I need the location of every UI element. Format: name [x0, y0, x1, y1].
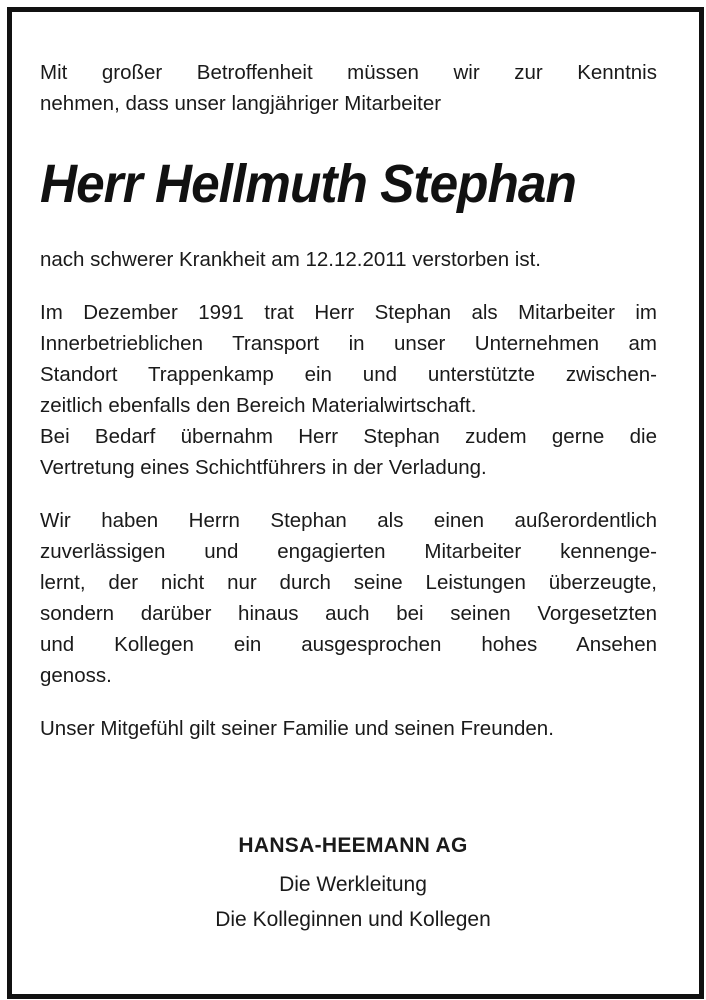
- intro-line-1: Mit großer Betroffenheit müssen wir zur Kenntnis: [40, 61, 657, 84]
- paragraph-career-line: zeitlich ebenfalls den Bereich Materialwirtschaft.: [40, 394, 477, 417]
- paragraph-career: [40, 297, 657, 483]
- deceased-name: Herr Hellmuth Stephan: [40, 154, 576, 214]
- paragraph-tribute-line: genoss.: [40, 664, 112, 687]
- death-notice: [40, 244, 657, 275]
- paragraph-career-line: Bei Bedarf übernahm Herr Stephan zudem gerne die: [40, 425, 657, 448]
- paragraph-tribute-line: zuverlässigen und engagierten Mitarbeiter kennenge-: [40, 540, 657, 563]
- paragraph-career-line: Vertretung eines Schichtführers in der Verladung.: [40, 456, 487, 479]
- paragraph-tribute-line: sondern darüber hinaus auch bei seinen Vorgesetzten: [40, 602, 657, 625]
- condolence: [40, 713, 657, 744]
- paragraph-career-line: Innerbetrieblichen Transport in unser Unternehmen am: [40, 332, 657, 355]
- notice-content: [40, 57, 657, 744]
- condolence-text: Unser Mitgefühl gilt seiner Familie und seinen Freunden.: [40, 717, 554, 740]
- paragraph-tribute-line: und Kollegen ein ausgesprochen hohes Ansehen: [40, 633, 657, 656]
- death-notice-text: nach schwerer Krankheit am 12.12.2011 verstorben ist.: [40, 248, 541, 271]
- signature-company: HANSA-HEEMANN AG: [238, 834, 468, 857]
- signature-management: Die Werkleitung: [279, 873, 427, 896]
- signature-colleagues: Die Kolleginnen und Kollegen: [215, 908, 491, 931]
- intro-text: [40, 57, 657, 119]
- paragraph-tribute-line: lernt, der nicht nur durch seine Leistungen überzeugte,: [40, 571, 657, 594]
- intro-line-2: nehmen, dass unser langjähriger Mitarbeiter: [40, 92, 442, 115]
- paragraph-career-line: Im Dezember 1991 trat Herr Stephan als Mitarbeiter im: [40, 301, 657, 324]
- paragraph-career-line: Standort Trappenkamp ein und unterstützte zwischen-: [40, 363, 657, 386]
- paragraph-tribute-line: Wir haben Herrn Stephan als einen außerordentlich: [40, 509, 657, 532]
- paragraph-tribute: [40, 505, 657, 691]
